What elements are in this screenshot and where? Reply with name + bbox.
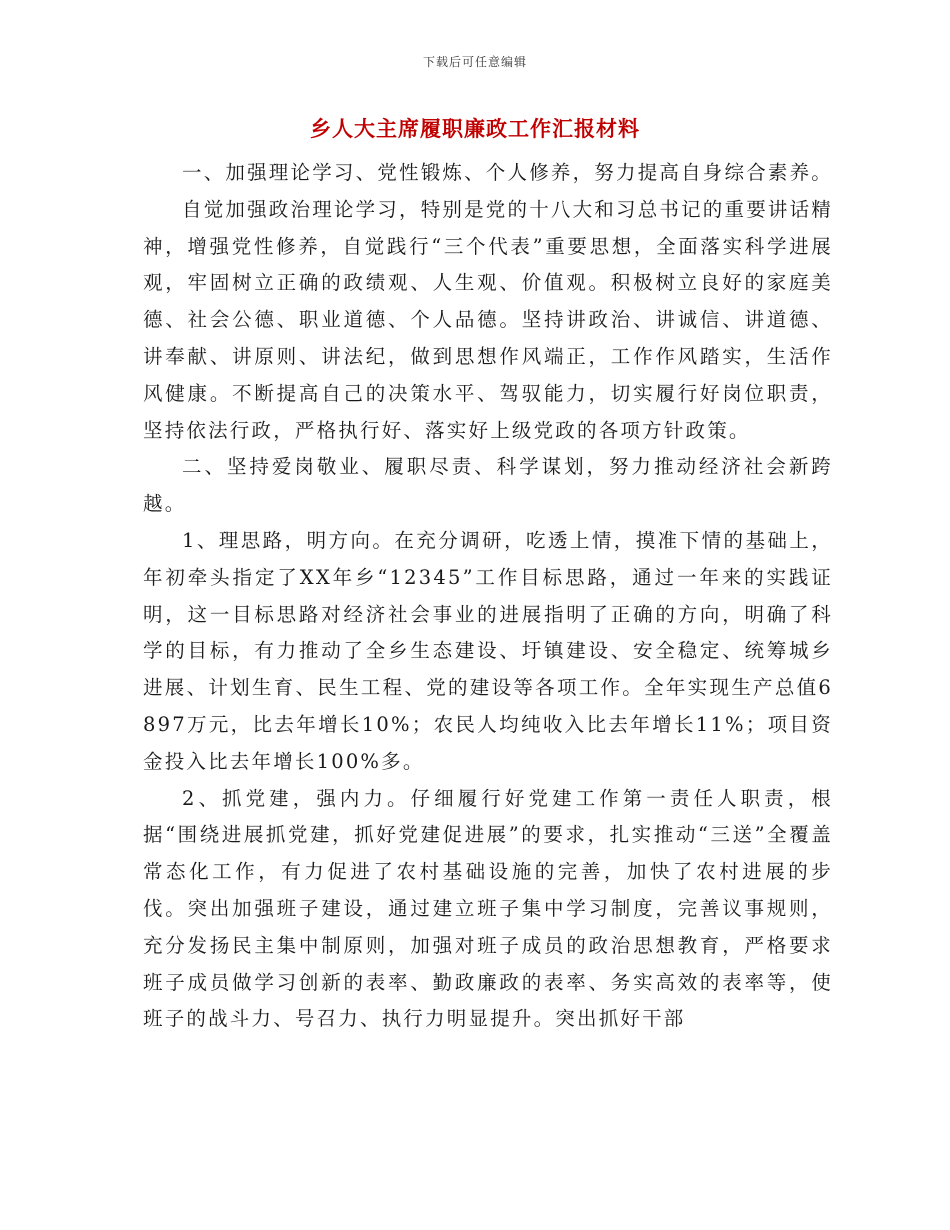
document-title: 乡人大主席履职廉政工作汇报材料	[310, 116, 640, 141]
paragraph-item-two: 2、抓党建，强内力。仔细履行好党建工作第一责任人职责，根据“围绕进展抓党建，抓好党建促进展”的要求，扎实推动“三送”全覆盖常态化工作，有力促进了农村基础设施的完善，加快了农村进展的步伐。突出加强班子建设，通过建立班子集中学习制度，完善议事规则，充分发扬民主集中制原则，加强对班子成员的政治思想教育，严格要求班子成员做学习创新的表率、勤政廉政的表率、务实高效的表率等，使班子的战斗力、号召力、执行力明显提升。突出抓好干部	[143, 786, 833, 1031]
paragraph-item-one: 1、理思路，明方向。在充分调研，吃透上情，摸准下情的基础上，年初牵头指定了XX年乡“12345”工作目标思路，通过一年来的实践证明，这一目标思路对经济社会事业的进展指明了正确的方向，明确了科学的目标，有力推动了全乡生态建设、圩镇建设、安全稳定、统筹城乡进展、计划生育、民生工程、党的建设等各项工作。全年实现生产总值6897万元，比去年增长10%；农民人均纯收入比去年增长11%；项目资金投入比去年增长100%多。	[143, 528, 833, 773]
paragraph-section-one-heading: 一、加强理论学习、党性锻炼、个人修养，努力提高自身综合素养。	[182, 161, 834, 184]
paragraph-theory-study: 自觉加强政治理论学习，特别是党的十八大和习总书记的重要讲话精神，增强党性修养，自觉践行“三个代表”重要思想，全面落实科学进展观，牢固树立正确的政绩观、人生观、价值观。积极树立良好的家庭美德、社会公德、职业道德、个人品德。坚持讲政治、讲诚信、讲道德、讲奉献、讲原则、讲法纪，做到思想作风端正，工作作风踏实，生活作风健康。不断提高自己的决策水平、驾驭能力，切实履行好岗位职责，坚持依法行政，严格执行好、落实好上级党政的各项方针政策。	[143, 197, 834, 442]
page-header-note: 下载后可任意编辑	[422, 55, 527, 69]
paragraph-section-two-heading: 二、坚持爱岗敬业、履职尽责、科学谋划，努力推动经济社会新跨越。	[143, 455, 833, 516]
document-body	[143, 155, 833, 1038]
